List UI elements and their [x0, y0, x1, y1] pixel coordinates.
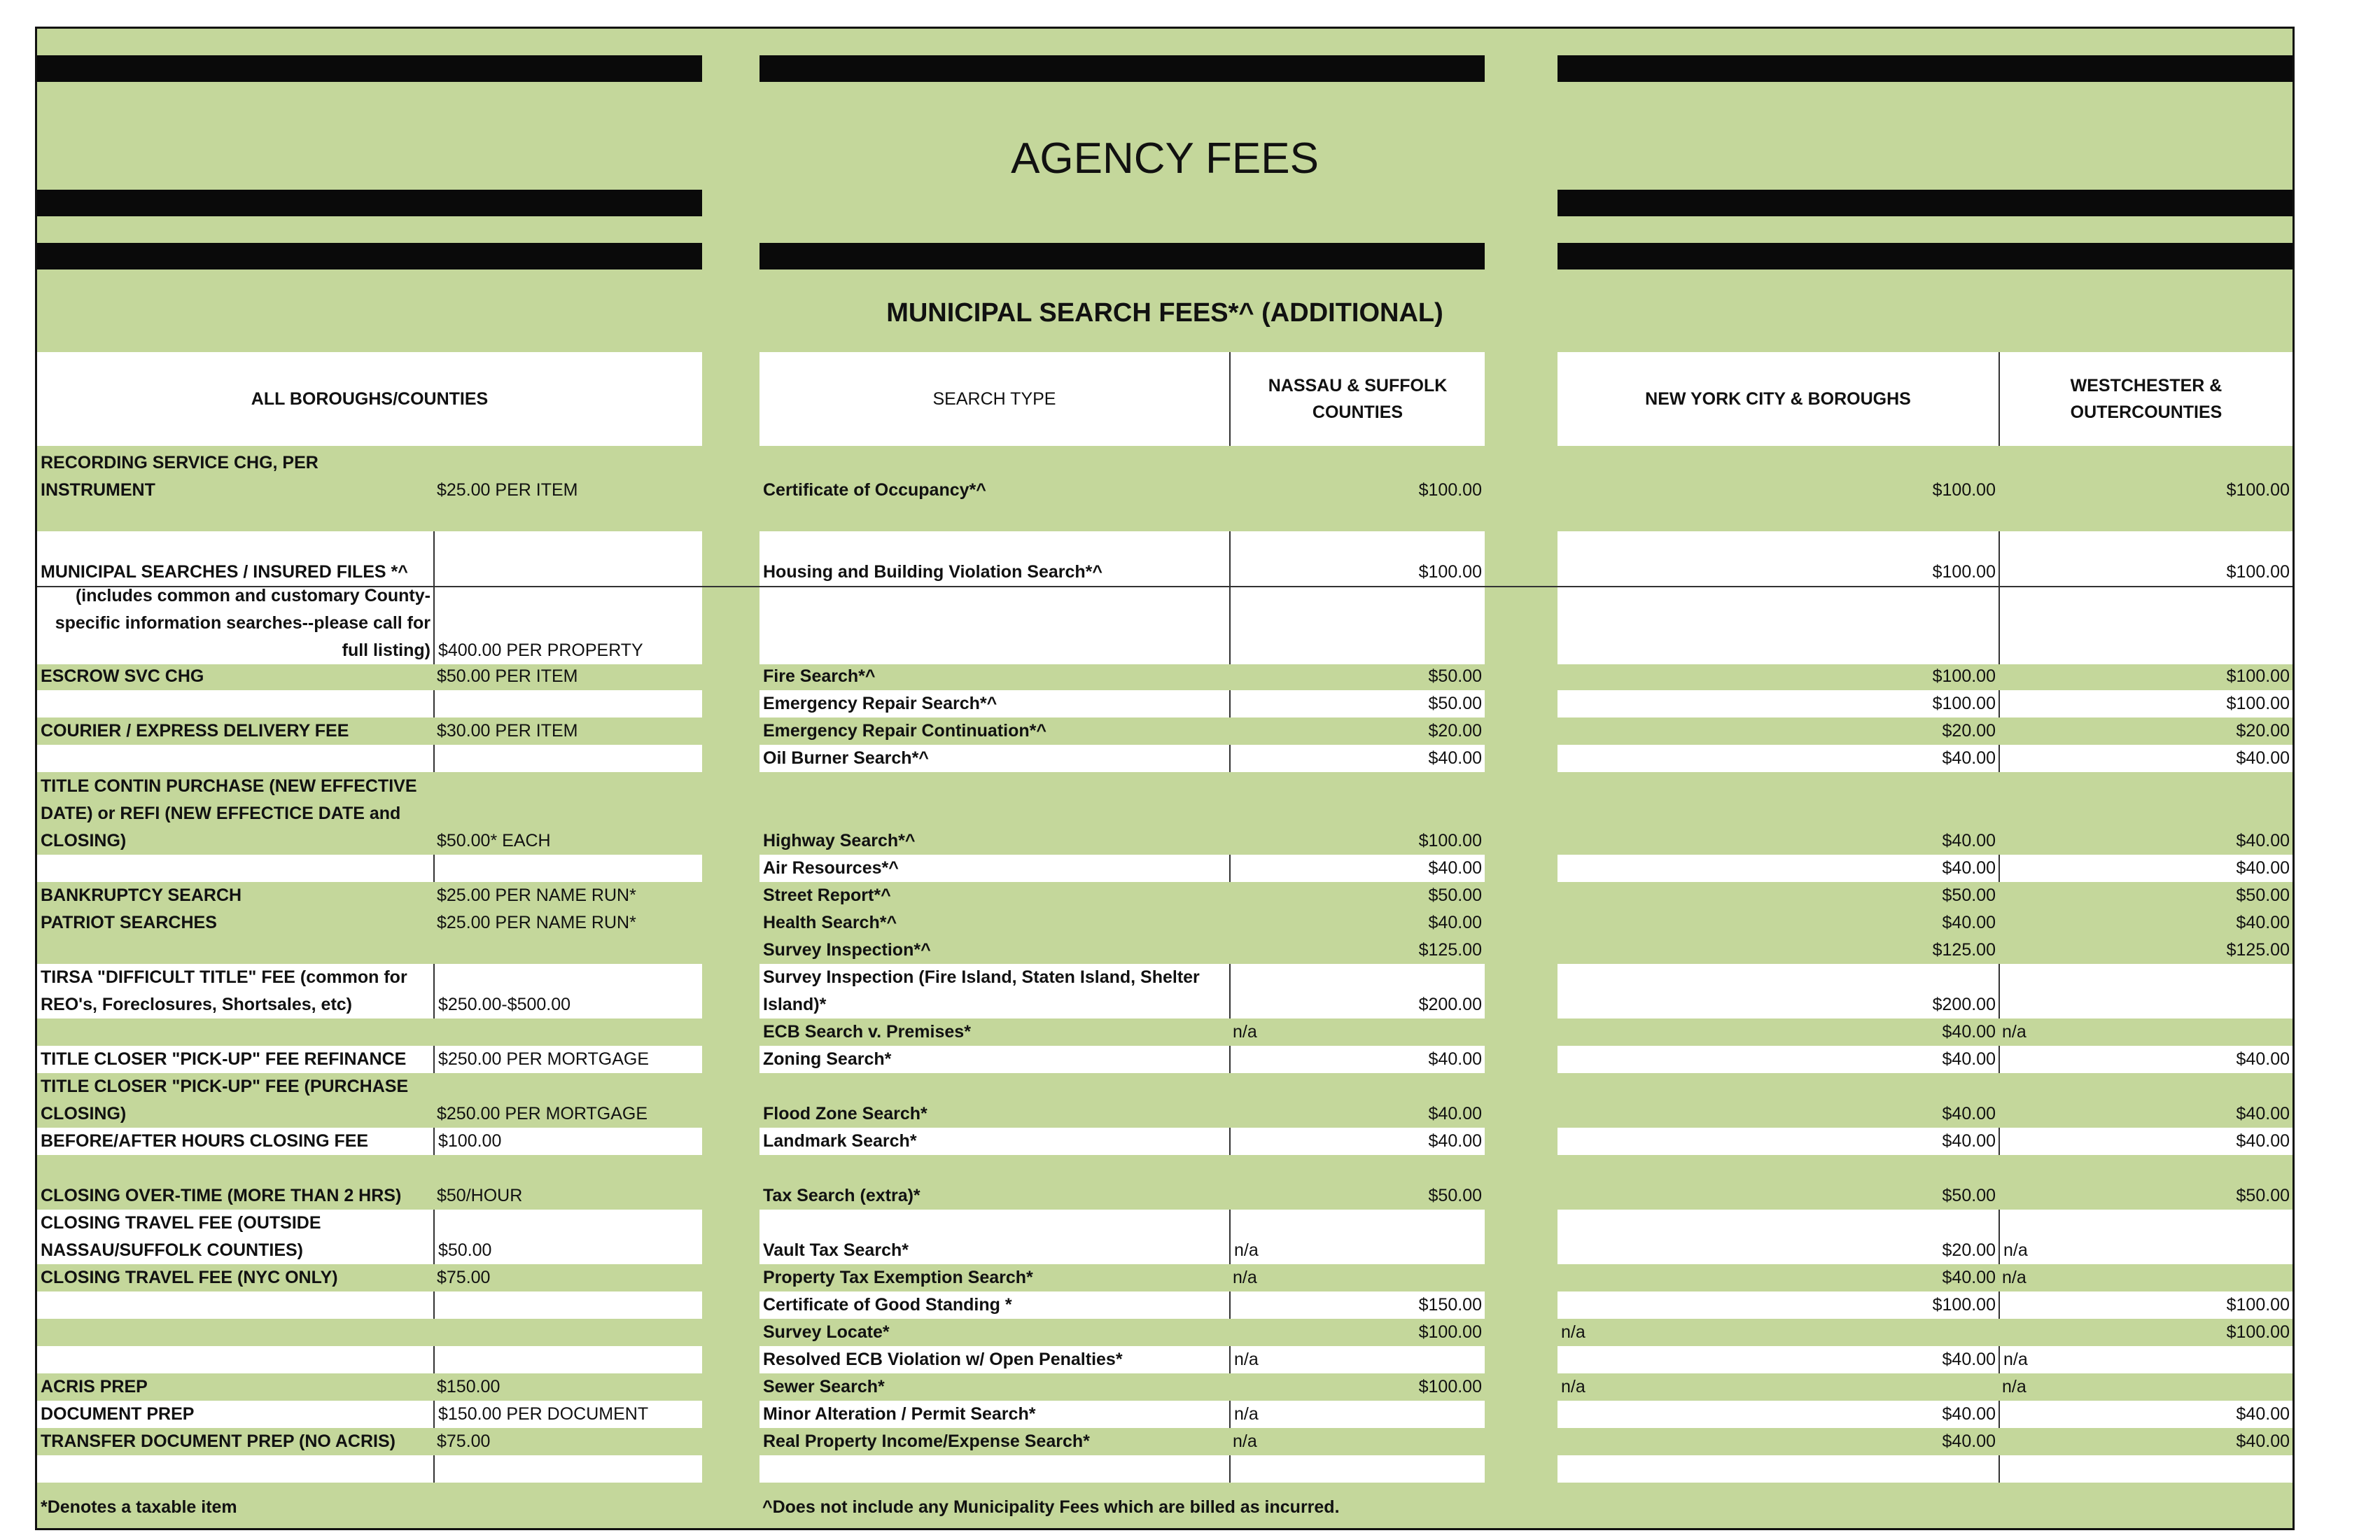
nassau-suffolk-fee: $100.00 — [1418, 480, 1482, 500]
table-row — [37, 1210, 2292, 1264]
table-row — [37, 1428, 2292, 1455]
search-type: Tax Search (extra)* — [763, 1186, 920, 1205]
header-westchester: WESTCHESTER & OUTERCOUNTIES — [1998, 352, 2292, 446]
table-row — [37, 453, 2292, 504]
westchester-fee: $125.00 — [2226, 940, 2290, 960]
fee-amount — [433, 937, 702, 964]
nyc-fee: $40.00 — [1942, 1404, 1996, 1424]
westchester-fee: $100.00 — [2226, 1322, 2290, 1342]
fee-amount — [433, 855, 702, 882]
search-type: Real Property Income/Expense Search* — [763, 1432, 1090, 1451]
header-bar — [37, 190, 702, 216]
fee-amount: $400.00 PER PROPERTY — [433, 587, 702, 664]
westchester-fee: $20.00 — [2236, 721, 2290, 741]
fee-name — [37, 1018, 433, 1046]
fee-amount — [433, 531, 702, 586]
nassau-suffolk-fee: $50.00 — [1428, 1186, 1482, 1205]
nassau-suffolk-fee: $200.00 — [1229, 964, 1485, 1018]
fee-name — [37, 1319, 433, 1346]
fee-name: PATRIOT SEARCHES — [41, 913, 217, 932]
search-type: Zoning Search* — [763, 1049, 892, 1069]
fee-name: DOCUMENT PREP — [41, 1404, 195, 1424]
westchester-fee: $40.00 — [2236, 913, 2290, 932]
nyc-fee: $40.00 — [1942, 1268, 1996, 1287]
footnote-taxable: *Denotes a taxable item — [41, 1497, 237, 1517]
header-all-boroughs: ALL BOROUGHS/COUNTIES — [251, 389, 489, 409]
fee-amount — [433, 690, 702, 718]
nyc-fee: $40.00 — [1942, 1104, 1996, 1124]
nyc-fee: $50.00 — [1942, 886, 1996, 905]
table-row — [37, 964, 2292, 1018]
search-type: Certificate of Occupancy*^ — [763, 480, 986, 500]
nassau-suffolk-fee: $40.00 — [1229, 745, 1485, 772]
table-row — [37, 745, 2292, 772]
fee-name — [37, 690, 433, 718]
nassau-suffolk-fee: $40.00 — [1229, 855, 1485, 882]
table-row — [37, 1018, 2292, 1046]
fee-name: TITLE CLOSER "PICK-UP" FEE (PURCHASE CLOSING) — [41, 1077, 409, 1124]
fee-name: RECORDING SERVICE CHG, PER INSTRUMENT — [41, 453, 318, 500]
fee-name — [37, 1346, 433, 1373]
nyc-fee: $100.00 — [1932, 562, 1996, 582]
fee-amount: $100.00 — [433, 1128, 702, 1155]
nassau-suffolk-fee: $100.00 — [1418, 831, 1482, 850]
fee-name: COURIER / EXPRESS DELIVERY FEE — [41, 721, 349, 741]
westchester-fee: $40.00 — [1998, 1046, 2292, 1073]
nyc-fee: $100.00 — [1932, 694, 1996, 713]
nyc-fee: n/a — [1561, 1377, 1586, 1396]
fee-amount — [433, 745, 702, 772]
search-type: Fire Search*^ — [763, 666, 876, 686]
search-type: Housing and Building Violation Search*^ — [763, 562, 1103, 582]
nassau-suffolk-fee — [1229, 1455, 1485, 1483]
fee-amount: $25.00 PER NAME RUN* — [437, 886, 636, 905]
nassau-suffolk-fee: n/a — [1233, 1022, 1257, 1042]
nassau-suffolk-fee: n/a — [1229, 1346, 1485, 1373]
section-title: MUNICIPAL SEARCH FEES*^ (ADDITIONAL) — [886, 298, 1443, 328]
fee-amount: $250.00 PER MORTGAGE — [433, 1046, 702, 1073]
westchester-fee: $40.00 — [2236, 1432, 2290, 1451]
table-row — [37, 663, 2292, 690]
westchester-fee: $40.00 — [1998, 745, 2292, 772]
table-row — [37, 909, 2292, 937]
westchester-fee: $40.00 — [1998, 1128, 2292, 1155]
westchester-fee: $50.00 — [2236, 886, 2290, 905]
nassau-suffolk-fee: n/a — [1233, 1268, 1257, 1287]
nassau-suffolk-fee: $125.00 — [1418, 940, 1482, 960]
fee-amount — [433, 1292, 702, 1319]
nyc-fee: $20.00 — [1942, 1240, 1996, 1260]
table-row — [37, 1073, 2292, 1128]
table-row — [37, 1455, 2292, 1483]
fee-amount: $150.00 — [437, 1377, 500, 1396]
fee-amount — [433, 1018, 702, 1046]
header-right-box — [1558, 352, 2292, 446]
nassau-suffolk-fee: n/a — [1233, 1432, 1257, 1451]
search-type: Emergency Repair Search*^ — [763, 694, 997, 713]
nyc-fee: $50.00 — [1942, 1186, 1996, 1205]
search-type: Survey Inspection*^ — [763, 940, 931, 960]
table-row — [37, 1346, 2292, 1373]
westchester-fee: $40.00 — [2236, 831, 2290, 850]
fee-amount: $75.00 — [437, 1432, 491, 1451]
nyc-fee: $100.00 — [1932, 1295, 1996, 1315]
fee-name: (includes common and customary County-specific information searches--please call for full listing) — [55, 586, 430, 660]
nyc-fee — [1558, 587, 1998, 664]
table-row — [37, 1401, 2292, 1428]
westchester-fee: $40.00 — [1998, 1401, 2292, 1428]
nassau-suffolk-fee: $100.00 — [1418, 1377, 1482, 1396]
nassau-suffolk-fee: $50.00 — [1229, 690, 1485, 718]
fee-name — [37, 1292, 433, 1319]
search-type: Street Report*^ — [763, 886, 891, 905]
table-row — [37, 1373, 2292, 1401]
nassau-suffolk-fee — [1229, 587, 1485, 664]
nyc-fee: $40.00 — [1942, 1022, 1996, 1042]
search-type: Property Tax Exemption Search* — [763, 1268, 1033, 1287]
nyc-fee: $40.00 — [1942, 1350, 1996, 1369]
table-row — [37, 1292, 2292, 1319]
nyc-fee: $100.00 — [1932, 666, 1996, 686]
search-type: Oil Burner Search*^ — [763, 748, 929, 768]
fee-amount: $150.00 PER DOCUMENT — [433, 1401, 702, 1428]
nyc-fee: $40.00 — [1942, 1049, 1996, 1069]
fee-amount — [433, 1319, 702, 1346]
nassau-suffolk-fee: $150.00 — [1229, 1292, 1485, 1319]
westchester-fee — [1998, 587, 2292, 664]
header-bar — [37, 55, 702, 82]
search-type: Flood Zone Search* — [763, 1104, 927, 1124]
header-bar — [1558, 55, 2292, 82]
header-middle-box — [760, 352, 1485, 446]
westchester-fee: $50.00 — [2236, 1186, 2290, 1205]
header-left-box — [37, 352, 702, 446]
search-type: Survey Inspection (Fire Island, Staten Island, Shelter Island)* — [763, 967, 1200, 1014]
fee-name: ACRIS PREP — [41, 1377, 148, 1396]
table-row — [37, 1128, 2292, 1155]
westchester-fee: $40.00 — [2236, 1104, 2290, 1124]
westchester-fee: $100.00 — [1998, 1292, 2292, 1319]
fee-name — [37, 855, 433, 882]
search-type — [760, 587, 1229, 664]
nassau-suffolk-fee: n/a — [1229, 1210, 1485, 1264]
table-row — [37, 772, 2292, 855]
nyc-fee: $40.00 — [1942, 831, 1996, 850]
header-nyc: NEW YORK CITY & BOROUGHS — [1645, 389, 1911, 409]
nassau-suffolk-fee: $20.00 — [1428, 721, 1482, 741]
westchester-fee: $100.00 — [1998, 531, 2292, 586]
search-type: Landmark Search* — [763, 1131, 917, 1151]
fee-name: MUNICIPAL SEARCHES / INSURED FILES *^ — [41, 562, 408, 582]
table-row — [37, 690, 2292, 718]
fee-sheet — [35, 27, 2295, 1530]
fee-name — [37, 1455, 433, 1483]
westchester-fee: n/a — [2002, 1377, 2026, 1396]
search-type: Survey Locate* — [763, 1322, 890, 1342]
table-row — [37, 718, 2292, 745]
table-row — [37, 1264, 2292, 1292]
fee-name: CLOSING TRAVEL FEE (OUTSIDE NASSAU/SUFFOLK COUNTIES) — [41, 1213, 321, 1260]
fee-amount — [433, 1346, 702, 1373]
search-type: Air Resources*^ — [763, 858, 899, 878]
header-bar — [37, 243, 702, 270]
header-bar — [760, 243, 1485, 270]
nyc-fee — [1558, 1455, 1998, 1483]
table-row — [37, 531, 2292, 586]
header-search-type: SEARCH TYPE — [932, 389, 1056, 409]
westchester-fee — [1998, 964, 2292, 1018]
fee-amount — [433, 1455, 702, 1483]
nyc-fee: $200.00 — [1932, 995, 1996, 1014]
fee-amount: $25.00 PER NAME RUN* — [437, 913, 636, 932]
table-row — [37, 937, 2292, 964]
nassau-suffolk-fee: $40.00 — [1229, 1046, 1485, 1073]
header-bar — [1558, 190, 2292, 216]
nassau-suffolk-fee: $40.00 — [1428, 1104, 1482, 1124]
search-type: Emergency Repair Continuation*^ — [763, 721, 1046, 741]
table-row — [37, 882, 2292, 909]
table-row — [37, 1046, 2292, 1073]
nyc-fee: $40.00 — [1942, 913, 1996, 932]
westchester-fee: $100.00 — [1998, 690, 2292, 718]
nassau-suffolk-fee: $100.00 — [1229, 531, 1485, 586]
fee-name — [37, 745, 433, 772]
nyc-fee: $125.00 — [1932, 940, 1996, 960]
fee-name: CLOSING TRAVEL FEE (NYC ONLY) — [41, 1268, 338, 1287]
fee-name — [37, 937, 433, 964]
westchester-fee: n/a — [2002, 1022, 2026, 1042]
page-title: AGENCY FEES — [1011, 134, 1319, 183]
westchester-fee: n/a — [2002, 1268, 2026, 1287]
nassau-suffolk-fee: n/a — [1229, 1401, 1485, 1428]
nyc-fee: $40.00 — [1942, 858, 1996, 878]
search-type: ECB Search v. Premises* — [763, 1022, 971, 1042]
nassau-suffolk-fee: $40.00 — [1428, 913, 1482, 932]
nassau-suffolk-fee: $100.00 — [1418, 1322, 1482, 1342]
fee-name: BEFORE/AFTER HOURS CLOSING FEE — [41, 1131, 369, 1151]
westchester-fee: $40.00 — [1998, 855, 2292, 882]
footnote-municipality: ^Does not include any Municipality Fees which are billed as incurred. — [762, 1497, 1340, 1517]
westchester-fee — [1998, 1455, 2292, 1483]
search-type: Vault Tax Search* — [763, 1240, 909, 1260]
fee-name: TRANSFER DOCUMENT PREP (NO ACRIS) — [41, 1432, 396, 1451]
fee-amount: $250.00 PER MORTGAGE — [437, 1104, 648, 1124]
fee-amount: $50.00* EACH — [437, 831, 551, 850]
header-nassau-suffolk: NASSAU & SUFFOLK COUNTIES — [1229, 352, 1485, 446]
fee-amount: $75.00 — [437, 1268, 491, 1287]
fee-amount: $50.00 PER ITEM — [437, 666, 578, 686]
nyc-fee: $40.00 — [1942, 748, 1996, 768]
nyc-fee: $40.00 — [1942, 1432, 1996, 1451]
westchester-fee: $100.00 — [2226, 480, 2290, 500]
fee-amount: $50.00 — [433, 1210, 702, 1264]
fee-name: BANKRUPTCY SEARCH — [41, 886, 242, 905]
fee-name: ESCROW SVC CHG — [41, 666, 204, 686]
nyc-fee: n/a — [1561, 1322, 1586, 1342]
table-row — [37, 1319, 2292, 1346]
search-type: Highway Search*^ — [763, 831, 916, 850]
nyc-fee: $40.00 — [1942, 1131, 1996, 1151]
fee-amount: $30.00 PER ITEM — [437, 721, 578, 741]
header-bar — [1558, 243, 2292, 270]
header-bar — [760, 55, 1485, 82]
fee-name: TIRSA "DIFFICULT TITLE" FEE (common for REO's, Foreclosures, Shortsales, etc) — [41, 967, 407, 1014]
nyc-fee: $100.00 — [1932, 480, 1996, 500]
westchester-fee: n/a — [1998, 1210, 2292, 1264]
nassau-suffolk-fee: $50.00 — [1428, 886, 1482, 905]
table-row — [37, 1155, 2292, 1210]
nassau-suffolk-fee: $40.00 — [1229, 1128, 1485, 1155]
fee-amount: $50/HOUR — [437, 1186, 523, 1205]
nassau-suffolk-fee: $50.00 — [1428, 666, 1482, 686]
table-row — [37, 586, 2292, 664]
search-type: Minor Alteration / Permit Search* — [763, 1404, 1036, 1424]
search-type: Health Search*^ — [763, 913, 897, 932]
table-row — [37, 855, 2292, 882]
westchester-fee: $100.00 — [2226, 666, 2290, 686]
fee-name: TITLE CONTIN PURCHASE (NEW EFFECTIVE DATE) or REFI (NEW EFFECTICE DATE and CLOSING) — [41, 776, 417, 850]
search-type — [760, 1455, 1229, 1483]
fee-amount: $250.00-$500.00 — [433, 964, 702, 1018]
nyc-fee: $20.00 — [1942, 721, 1996, 741]
fee-name: CLOSING OVER-TIME (MORE THAN 2 HRS) — [41, 1186, 402, 1205]
search-type: Resolved ECB Violation w/ Open Penalties* — [763, 1350, 1123, 1369]
search-type: Sewer Search* — [763, 1377, 885, 1396]
search-type: Certificate of Good Standing * — [763, 1295, 1012, 1315]
fee-name: TITLE CLOSER "PICK-UP" FEE REFINANCE — [41, 1049, 407, 1069]
westchester-fee: n/a — [1998, 1346, 2292, 1373]
fee-amount: $25.00 PER ITEM — [437, 480, 578, 500]
